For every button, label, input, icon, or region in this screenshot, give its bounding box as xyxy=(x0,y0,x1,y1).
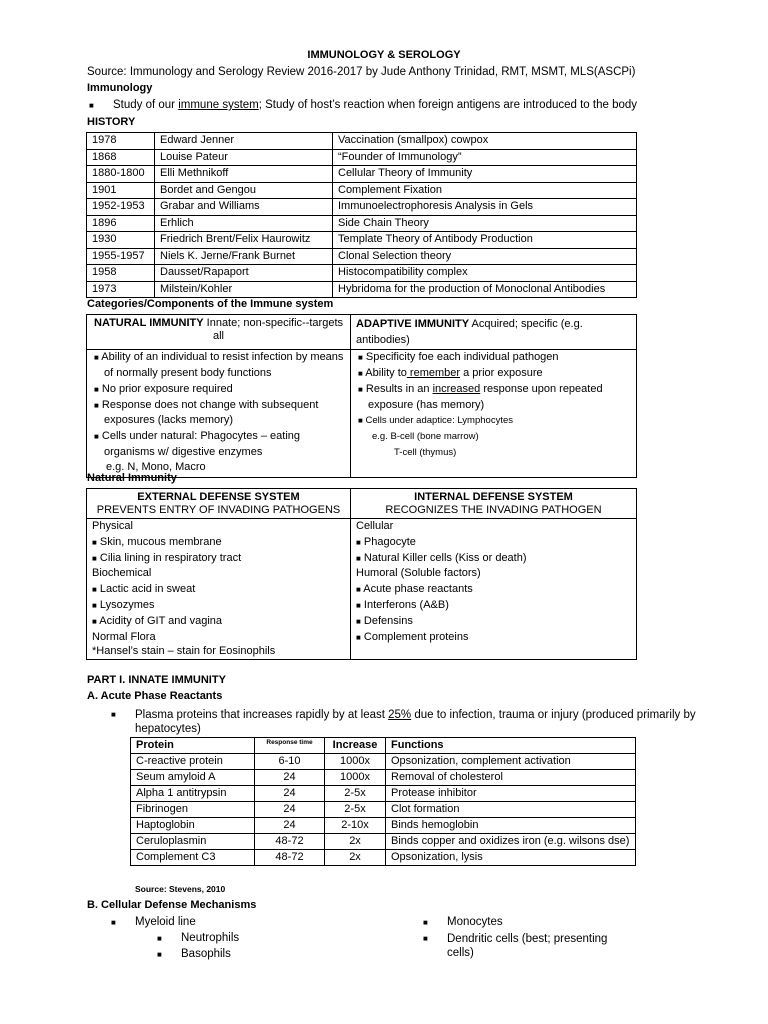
list-item: ■ Specificity foe each individual pathogen xyxy=(358,351,559,364)
history-contribution: Cellular Theory of Immunity xyxy=(333,166,637,183)
increase-cell: 2x xyxy=(325,850,386,866)
bullet-icon: ■ xyxy=(111,918,116,927)
response-time-cell: 24 xyxy=(255,818,325,834)
history-person: Grabar and Williams xyxy=(155,199,333,216)
natural-immunity-header: NATURAL IMMUNITY Innate; non-specific--targets all xyxy=(87,315,351,350)
list-item: ■ Results in an increased response upon repeated exposure (has memory) xyxy=(358,382,603,411)
bullet-icon: ■ xyxy=(423,934,428,943)
biochemical-label: Biochemical xyxy=(92,567,152,580)
list-item: ■ Skin, mucous membrane xyxy=(92,535,222,548)
internal-defense-list xyxy=(351,519,637,660)
list-item: ■ Ability to remember a prior exposure xyxy=(358,367,543,380)
protein-cell: C-reactive protein xyxy=(131,754,255,770)
response-time-cell: 24 xyxy=(255,786,325,802)
source-line: Source: Immunology and Serology Review 2016-2017 by Jude Anthony Trinidad, RMT, MSMT, MLS(ASCPi) xyxy=(87,66,636,78)
adaptive-immunity-list xyxy=(351,350,637,478)
myeloid-line: ■ Myeloid line xyxy=(111,916,196,928)
history-person: Erhlich xyxy=(155,215,333,232)
table-row xyxy=(131,834,636,850)
list-item: ■ Cells under adaptice: Lymphocytes xyxy=(358,415,513,427)
bullet-icon: ■ xyxy=(157,934,162,943)
history-person: Niels K. Jerne/Frank Burnet xyxy=(155,248,333,265)
function-cell: Protease inhibitor xyxy=(386,786,636,802)
history-person: Milstein/Kohler xyxy=(155,281,333,298)
immunology-bullet: ■ Study of our immune system; Study of host’s reaction when foreign antigens are introduced to the body xyxy=(89,99,638,111)
history-year: 1955-1957 xyxy=(87,248,155,265)
list-item: ■ Cilia lining in respiratory tract xyxy=(92,551,242,564)
table-row xyxy=(131,770,636,786)
history-person: Elli Methnikoff xyxy=(155,166,333,183)
function-cell: Clot formation xyxy=(386,802,636,818)
physical-label: Physical xyxy=(92,520,133,532)
acute-phase-bullet: ■ Plasma proteins that increases rapidly by at least 25% due to infection, trauma or injury (produced primarily by hepatocytes) xyxy=(111,709,696,735)
page-title: IMMUNOLOGY & SEROLOGY xyxy=(307,49,461,61)
response-time-cell: 24 xyxy=(255,802,325,818)
external-defense-list xyxy=(87,519,351,660)
list-item: ■ Acidity of GIT and vagina xyxy=(92,614,222,627)
protein-cell: Alpha 1 antitrypsin xyxy=(131,786,255,802)
immunology-heading: Immunology xyxy=(87,82,153,94)
protein-cell: Seum amyloid A xyxy=(131,770,255,786)
myeloid-item-basophils: ■ Basophils xyxy=(157,948,231,960)
history-person: Dausset/Rapaport xyxy=(155,265,333,282)
increase-cell: 2-5x xyxy=(325,802,386,818)
bullet-icon: ■ xyxy=(423,918,428,927)
history-heading: HISTORY xyxy=(87,116,136,128)
natural-immunity-heading: Natural Immunity xyxy=(87,472,177,484)
list-item: ■ Natural Killer cells (Kiss or death) xyxy=(356,551,527,564)
table-row xyxy=(87,182,637,199)
external-defense-header: EXTERNAL DEFENSE SYSTEM PREVENTS ENTRY OF INVADING PATHOGENS xyxy=(87,489,351,519)
table-row xyxy=(87,166,637,183)
bullet-icon: ■ xyxy=(157,950,162,959)
table-row xyxy=(87,149,637,166)
list-item: ■ Acute phase reactants xyxy=(356,583,473,596)
list-item: ■ Ability of an individual to resist infection by means of normally present body functions xyxy=(94,351,344,380)
table-row xyxy=(131,850,636,866)
col-response-time: Response time xyxy=(255,738,325,754)
adaptive-eg-b: e.g. B-cell (bone marrow) xyxy=(372,430,479,442)
bullet-icon: ■ xyxy=(89,101,94,110)
history-year: 1973 xyxy=(87,281,155,298)
increase-cell: 2x xyxy=(325,834,386,850)
history-person: Edward Jenner xyxy=(155,133,333,150)
table-source: Source: Stevens, 2010 xyxy=(135,884,226,894)
history-year: 1930 xyxy=(87,232,155,249)
history-table xyxy=(86,132,637,298)
history-contribution: “Founder of Immunology” xyxy=(333,149,637,166)
right-item-monocytes: ■ Monocytes xyxy=(423,916,503,928)
part1-heading: PART I. INNATE IMMUNITY xyxy=(87,674,226,686)
protein-cell: Fibrinogen xyxy=(131,802,255,818)
cellular-defense-heading: B. Cellular Defense Mechanisms xyxy=(87,899,257,911)
function-cell: Opsonization, lysis xyxy=(386,850,636,866)
function-cell: Opsonization, complement activation xyxy=(386,754,636,770)
table-row xyxy=(87,232,637,249)
history-contribution: Side Chain Theory xyxy=(333,215,637,232)
protein-cell: Ceruloplasmin xyxy=(131,834,255,850)
list-item: ■ Lysozymes xyxy=(92,598,155,611)
history-person: Bordet and Gengou xyxy=(155,182,333,199)
protein-cell: Complement C3 xyxy=(131,850,255,866)
history-contribution: Immunoelectrophoresis Analysis in Gels xyxy=(333,199,637,216)
categories-heading: Categories/Components of the Immune system xyxy=(87,298,334,310)
table-row xyxy=(131,818,636,834)
history-year: 1952-1953 xyxy=(87,199,155,216)
response-time-cell: 48-72 xyxy=(255,834,325,850)
protein-cell: Haptoglobin xyxy=(131,818,255,834)
table-row xyxy=(131,802,636,818)
increase-cell: 2-5x xyxy=(325,786,386,802)
table-row xyxy=(87,265,637,282)
hansel-note: *Hansel’s stain – stain for Eosinophils xyxy=(92,645,276,658)
bullet-icon: ■ xyxy=(111,710,116,719)
list-item: ■ Response does not change with subsequent exposures (lacks memory) xyxy=(94,398,319,427)
adaptive-immunity-header: ADAPTIVE IMMUNITY Acquired; specific (e.g. antibodies) xyxy=(351,315,637,350)
history-year: 1880-1800 xyxy=(87,166,155,183)
list-item: ■ Interferons (A&B) xyxy=(356,598,449,611)
table-row xyxy=(87,199,637,216)
history-year: 1896 xyxy=(87,215,155,232)
normal-flora-label: Normal Flora xyxy=(92,630,156,643)
function-cell: Binds copper and oxidizes iron (e.g. wilsons dse) xyxy=(386,834,636,850)
history-year: 1868 xyxy=(87,149,155,166)
table-row xyxy=(131,786,636,802)
acute-phase-table xyxy=(130,737,636,866)
history-person: Friedrich Brent/Felix Haurowitz xyxy=(155,232,333,249)
history-contribution: Complement Fixation xyxy=(333,182,637,199)
myeloid-item-neutrophils: ■ Neutrophils xyxy=(157,932,240,944)
natural-eg: e.g. N, Mono, Macro xyxy=(106,461,206,474)
list-item: ■ Cells under natural: Phagocytes – eating organisms w/ digestive enzymes xyxy=(94,429,301,458)
history-contribution: Vaccination (smallpox) cowpox xyxy=(333,133,637,150)
defense-system-table xyxy=(86,488,637,660)
history-person: Louise Pateur xyxy=(155,149,333,166)
history-year: 1978 xyxy=(87,133,155,150)
internal-defense-header: INTERNAL DEFENSE SYSTEM RECOGNIZES THE INVADING PATHOGEN xyxy=(351,489,637,519)
increase-cell: 1000x xyxy=(325,770,386,786)
increase-cell: 2-10x xyxy=(325,818,386,834)
cellular-label: Cellular xyxy=(356,520,394,532)
immunity-table xyxy=(86,314,637,478)
history-contribution: Histocompatibility complex xyxy=(333,265,637,282)
list-item: ■ Complement proteins xyxy=(356,630,469,643)
response-time-cell: 6-10 xyxy=(255,754,325,770)
table-row xyxy=(131,754,636,770)
acute-phase-heading: A. Acute Phase Reactants xyxy=(87,690,223,702)
list-item: ■ Defensins xyxy=(356,614,413,627)
natural-immunity-list xyxy=(87,350,351,478)
list-item: ■ Lactic acid in sweat xyxy=(92,583,196,596)
list-item: ■ Phagocyte xyxy=(356,535,416,548)
col-increase: Increase xyxy=(325,738,386,754)
history-year: 1901 xyxy=(87,182,155,199)
increase-cell: 1000x xyxy=(325,754,386,770)
col-functions: Functions xyxy=(386,738,636,754)
history-year: 1958 xyxy=(87,265,155,282)
function-cell: Binds hemoglobin xyxy=(386,818,636,834)
humoral-label: Humoral (Soluble factors) xyxy=(356,567,481,580)
right-item-dendritic: ■ Dendritic cells (best; presenting cells) xyxy=(423,933,608,959)
history-contribution: Template Theory of Antibody Production xyxy=(333,232,637,249)
table-row xyxy=(87,248,637,265)
history-contribution: Hybridoma for the production of Monoclonal Antibodies xyxy=(333,281,637,298)
list-item: ■ No prior exposure required xyxy=(94,382,233,395)
adaptive-eg-t: T-cell (thymus) xyxy=(394,446,457,458)
table-row xyxy=(87,133,637,150)
response-time-cell: 48-72 xyxy=(255,850,325,866)
table-row xyxy=(87,281,637,298)
col-protein: Protein xyxy=(131,738,255,754)
table-row xyxy=(87,215,637,232)
history-contribution: Clonal Selection theory xyxy=(333,248,637,265)
function-cell: Removal of cholesterol xyxy=(386,770,636,786)
response-time-cell: 24 xyxy=(255,770,325,786)
